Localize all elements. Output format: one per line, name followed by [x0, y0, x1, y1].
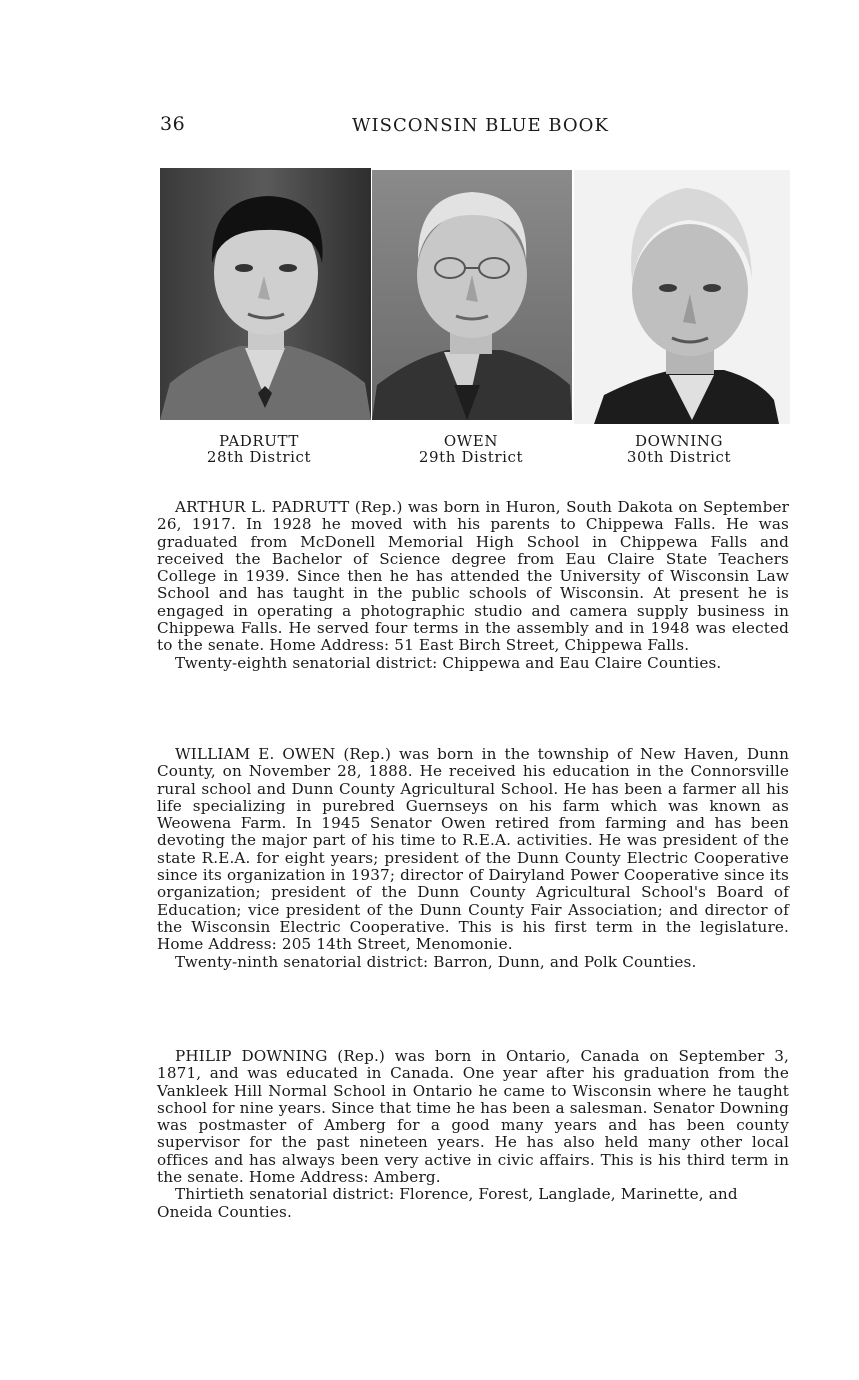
biography-text: PHILIP DOWNING (Rep.) was born in Ontario, Canada on September 3, 1871, and was educated in Canada. One year after his graduation from the Vankleek Hill Normal School in Ontario he came to Wisconsin where he taught school for nine years. Since that time he has been a salesman. Senator Downing was postmaster of Amberg for a good many years and has been county supervisor for the past nineteen years. He has also held many other local offices and has always been very active in civic affairs. This is his third term in the senate. Home Address: Amberg. — [157, 1047, 789, 1187]
portrait-strip — [160, 166, 790, 424]
portrait-district: 28th District — [206, 448, 312, 466]
portrait-name: DOWNING — [634, 432, 724, 450]
running-head: WISCONSIN BLUE BOOK — [352, 115, 609, 136]
senatorial-district: Twenty-eighth senatorial district: Chippewa and Eau Claire Counties. — [175, 653, 722, 672]
portrait-name: OWEN — [443, 432, 499, 450]
downing-caption — [584, 433, 774, 465]
padrutt-biography — [157, 499, 789, 672]
owen-portrait — [372, 170, 572, 420]
downing-portrait — [574, 170, 790, 424]
biography-text: ARTHUR L. PADRUTT (Rep.) was born in Huron, South Dakota on September 26, 1917. In 1928 he moved with his parents to Chippewa Falls. He was graduated from McDonell Memorial High School in Chippewa Falls and received the Bachelor of Science degree from Eau Claire State Teachers College in 1939. Since then he has attended the University of Wisconsin Law School and has taught in the public schools of Wisconsin. At present he is engaged in operating a photographic studio and camera supply business in Chippewa Falls. He served four terms in the assembly and in 1948 was elected to the senate. Home Address: 51 East Birch Street, Chippewa Falls. — [157, 498, 789, 655]
portrait-name: PADRUTT — [219, 432, 299, 450]
owen-biography — [157, 746, 789, 971]
downing-biography — [157, 1048, 789, 1221]
biography-text: WILLIAM E. OWEN (Rep.) was born in the township of New Haven, Dunn County, on November 28, 1888. He received his education in the Connorsville rural school and Dunn County Agricultural School. He has been a farmer all his life specializing in purebred Guernseys on his farm which was known as Weowena Farm. In 1945 Senator Owen retired from farming and has been devoting the major part of his time to R.E.A. activities. He was president of the state R.E.A. for eight years; president of the Dunn County Electric Cooperative since its organization in 1937; director of Dairyland Power Cooperative since its organization; president of the Dunn County Agricultural School's Board of Education; vice president of the Dunn County Fair Association; and director of the Wisconsin Electric Cooperative. This is his first term in the legislature. Home Address: 205 14th Street, Menomonie. — [157, 745, 789, 954]
senatorial-district: Thirtieth senatorial district: Florence, Forest, Langlade, Marinette, and Oneida Counties. — [157, 1185, 738, 1221]
page-number: 36 — [160, 113, 186, 135]
padrutt-caption — [164, 433, 354, 465]
senatorial-district: Twenty-ninth senatorial district: Barron, Dunn, and Polk Counties. — [175, 952, 697, 971]
portrait-district: 29th District — [418, 448, 524, 466]
portrait-district: 30th District — [626, 448, 732, 466]
owen-caption — [376, 433, 566, 465]
padrutt-portrait — [160, 168, 371, 420]
